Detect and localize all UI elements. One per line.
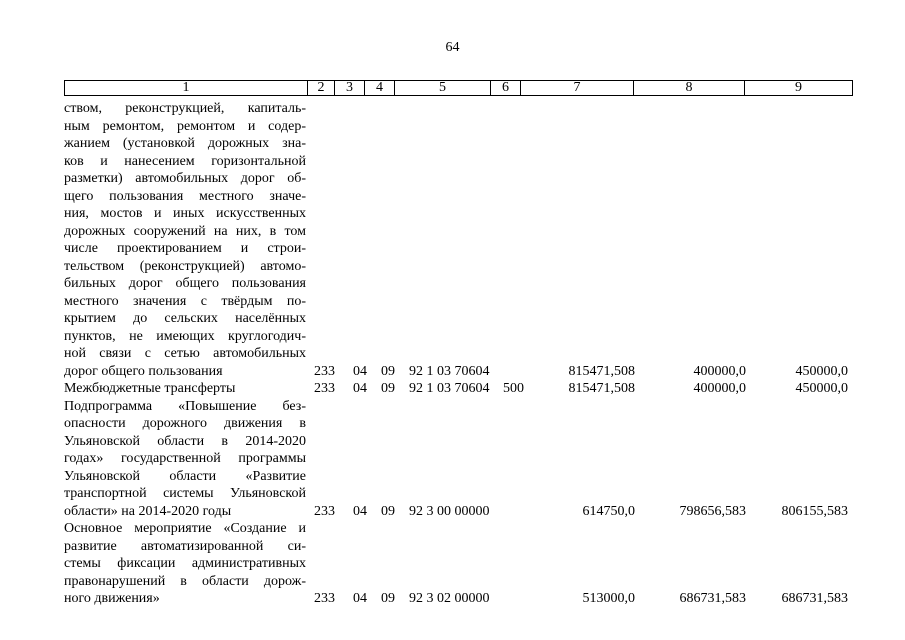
cell-c5: 92 3 00 00000 (409, 503, 490, 519)
header-col-9: 9 (795, 80, 802, 95)
description-line: транспортной системы Ульяновской (64, 486, 306, 501)
cell-c7: 513000,0 (582, 591, 635, 606)
description-line: ством, реконструкцией, капиталь- (64, 101, 306, 116)
cell-c2: 233 (314, 503, 335, 519)
cell-c5: 92 3 02 00000 (409, 591, 490, 606)
description-line: ной связи с сетью автомобильных (64, 346, 306, 361)
description-line: правонарушений в области дорож- (64, 573, 306, 589)
header-col-2: 2 (308, 81, 335, 95)
description-line: стемы фиксации административных (64, 556, 306, 571)
description-line: местного значения с твёрдым по- (64, 293, 306, 309)
cell-c7: 614750,0 (582, 503, 635, 519)
header-col-7: 7 (521, 81, 634, 95)
description-line: Ульяновской области в 2014-2020 (64, 433, 306, 449)
table-row (0, 520, 905, 608)
cell-c5: 92 1 03 70604 (409, 363, 490, 379)
header-col-3: 3 (335, 81, 365, 95)
cell-c7: 815471,508 (568, 381, 635, 396)
description-line: опасности дорожного движения в (64, 416, 306, 431)
cell-c9: 686731,583 (781, 591, 848, 606)
header-col-4: 4 (365, 81, 395, 95)
table-row (0, 100, 905, 380)
cell-c8: 798656,583 (679, 503, 746, 519)
cell-c2: 233 (314, 363, 335, 379)
cell-c9: 450000,0 (795, 381, 848, 396)
row-values (0, 590, 905, 608)
description-line: Межбюджетные трансферты (64, 381, 236, 396)
row-values (0, 380, 905, 398)
description-line: пунктов, не имеющих круглогодич- (64, 328, 306, 344)
description-line: Ульяновской области «Развитие (64, 468, 306, 484)
cell-c4: 09 (381, 591, 395, 606)
description-line: жанием (установкой дорожных зна- (64, 136, 306, 151)
description-line: годах» государственной программы (64, 451, 306, 466)
description-line: ным ремонтом, ремонтом и содер- (64, 118, 306, 134)
cell-c4: 09 (381, 363, 395, 379)
description-line: области» на 2014-2020 годы (64, 503, 232, 519)
table-row (0, 398, 905, 521)
cell-c3: 04 (353, 363, 367, 379)
header-col-8: 8 (634, 81, 745, 95)
description-line: бильных дорог общего пользования (64, 276, 306, 291)
description-line: дорог общего пользования (64, 363, 223, 379)
description-line: крытием до сельских населённых (64, 311, 306, 326)
header-col-1: 1 (65, 81, 308, 95)
description-line: ния, мостов и иных искусственных (64, 206, 306, 221)
cell-c8: 686731,583 (679, 591, 746, 606)
cell-c8: 400000,0 (693, 381, 746, 396)
description-line: тельством (реконструкцией) автомо- (64, 258, 306, 274)
row-values (0, 363, 905, 381)
description-line: ков и нанесением горизонтальной (64, 153, 306, 169)
header-col-6: 6 (491, 81, 521, 95)
cell-c3: 04 (353, 381, 367, 396)
description-line: дорожных сооружений на них, в том (64, 223, 306, 239)
description-line: Основное мероприятие «Создание и (64, 521, 306, 536)
description-line: числе проектированием и строи- (64, 241, 306, 256)
description-line: разметки) автомобильных дорог об- (64, 171, 306, 186)
cell-c5: 92 1 03 70604 (409, 381, 490, 396)
cell-c3: 04 (353, 503, 367, 519)
cell-c2: 233 (314, 591, 335, 606)
header-col-5: 5 (395, 81, 491, 95)
cell-c8: 400000,0 (693, 363, 746, 379)
cell-c4: 09 (381, 381, 395, 396)
row-values (0, 503, 905, 521)
cell-c7: 815471,508 (568, 363, 635, 379)
description-line: развитие автоматизированной си- (64, 538, 306, 554)
cell-c9: 806155,583 (781, 503, 848, 519)
row-description (64, 100, 306, 380)
table-header (64, 80, 853, 96)
table-row (0, 380, 905, 398)
cell-c2: 233 (314, 381, 335, 396)
cell-c3: 04 (353, 591, 367, 606)
cell-c9: 450000,0 (795, 363, 848, 379)
cell-c4: 09 (381, 503, 395, 519)
description-line: ного движения» (64, 591, 160, 606)
description-line: щего пользования местного значе- (64, 188, 306, 204)
cell-c6: 500 (503, 381, 524, 396)
page-number: 64 (445, 40, 460, 55)
description-line: Подпрограмма «Повышение без- (64, 398, 306, 414)
